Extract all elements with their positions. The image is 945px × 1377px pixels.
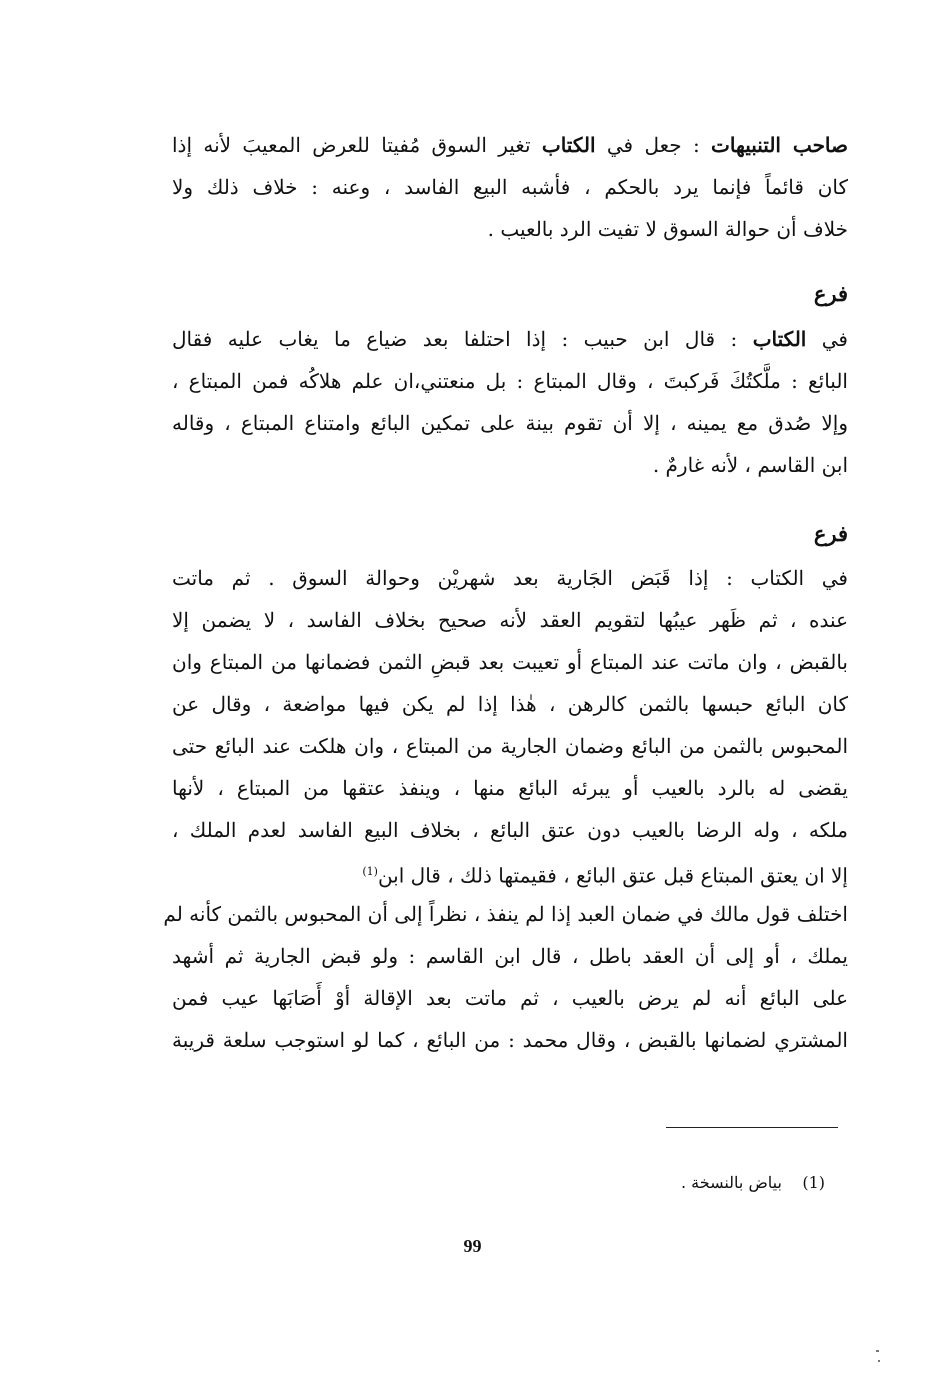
paragraph-1-line-1: صاحب التنبيهات : جعل في الكتاب تغير السوق مُفيتا للعرض المعيبَ لأنه إذا xyxy=(172,133,849,157)
paragraph-3-line-3: بالقبض ، وان ماتت عند المبتاع أو تعيبت بعد قبضِ الثمن فضمانها من المبتاع وان xyxy=(172,650,848,674)
footnote-marker: (1) xyxy=(802,1173,825,1192)
section-heading-2 xyxy=(172,512,848,556)
paragraph-3-line-9: اختلف قول مالك في ضمان العبد إذا لم ينفذ ، نظراً إلى أن المحبوس بالثمن كأنه لم xyxy=(163,902,848,926)
section-heading-text: فرع xyxy=(813,521,848,546)
paragraph-3-line-5: المحبوس بالثمن من البائع وضمان الجارية من المبتاع ، وان هلكت عند البائع حتى xyxy=(172,734,848,758)
bold-term: الكتاب xyxy=(752,327,807,351)
paragraph-3-line-8: إلا ان يعتق المبتاع قبل عتق البائع ، فقيمتها ذلك ، قال ابن$^{(1)}$ xyxy=(362,863,848,888)
scan-speck xyxy=(876,1350,879,1352)
paragraph-3-line-4: كان البائع حبسها بالثمن كالرهن ، هٰذا إذا لم يكن فيها مواضعة ، وقال عن xyxy=(172,692,848,716)
paragraph-3-line-6: يقضى له بالرد بالعيب أو يبرئه البائع منها ، وينفذ عتقها من المبتاع ، لأنها xyxy=(172,776,848,800)
paragraph-3-line-12: المشتري لضمانها بالقبض ، وقال محمد : من البائع ، كما لو استوجب سلعة قريبة xyxy=(172,1028,848,1052)
section-heading-1 xyxy=(172,272,848,316)
scan-speck xyxy=(878,1360,880,1362)
paragraph-2-line-3: وإلا صُدق مع يمينه ، إلا أن تقوم بينة على تمكين البائع وامتناع المبتاع ، وقاله xyxy=(172,411,848,435)
paragraph-3-line-1: في الكتاب : إذا قَبَض الجَارية بعد شهريْن وحوالة السوق . ثم ماتت xyxy=(172,566,848,590)
paragraph-3 xyxy=(163,557,848,1061)
paragraph-1-line-2: كان قائماً فإنما يرد بالحكم ، فأشبه البيع الفاسد ، وعنه : خلاف ذلك ولا xyxy=(172,175,848,199)
paragraph-2 xyxy=(172,318,848,486)
bold-term: صاحب التنبيهات xyxy=(711,133,849,157)
bold-term: الكتاب xyxy=(541,133,596,157)
footnote xyxy=(500,1170,825,1196)
paragraph-2-line-2: البائع : ملَّكتُكَ فَركبتَ ، وقال المبتاع : بل منعتني،ان علم هلاكُه فمن المبتاع ، xyxy=(172,369,848,393)
paragraph-3-line-2: عنده ، ثم ظَهر عيبُها لتقويم العقد لأنه صحيح بخلاف الفاسد ، لا يضمن إلا xyxy=(172,608,848,632)
paragraph-2-line-4: ابن القاسم ، لأنه غارمٌ . xyxy=(652,453,848,477)
footnote-text: بياض بالنسخة . xyxy=(680,1173,782,1192)
paragraph-1-line-3: خلاف أن حوالة السوق لا تفيت الرد بالعيب . xyxy=(487,217,848,241)
section-heading-text: فرع xyxy=(813,281,848,306)
paragraph-3-line-11: على البائع أنه لم يرض بالعيب ، ثم ماتت بعد الإقالة أوْ أَصَابَها عيب فمن xyxy=(172,986,848,1010)
paragraph-3-line-10: يملك ، أو إلى أن العقد باطل ، قال ابن القاسم : ولو قبض الجارية ثم أشهد xyxy=(172,944,848,968)
paragraph-2-line-1: في الكتاب : قال ابن حبيب : إذا احتلفا بعد ضياع ما يغاب عليه فقال xyxy=(172,327,848,351)
paragraph-1 xyxy=(172,124,848,250)
page-number: 99 xyxy=(463,1236,482,1256)
footnote-separator xyxy=(666,1127,838,1128)
footnote-reference: (1) xyxy=(362,865,378,878)
paragraph-3-line-7: ملكه ، وله الرضا بالعيب دون عتق البائع ، بخلاف البيع الفاسد لعدم الملك ، xyxy=(172,818,848,842)
